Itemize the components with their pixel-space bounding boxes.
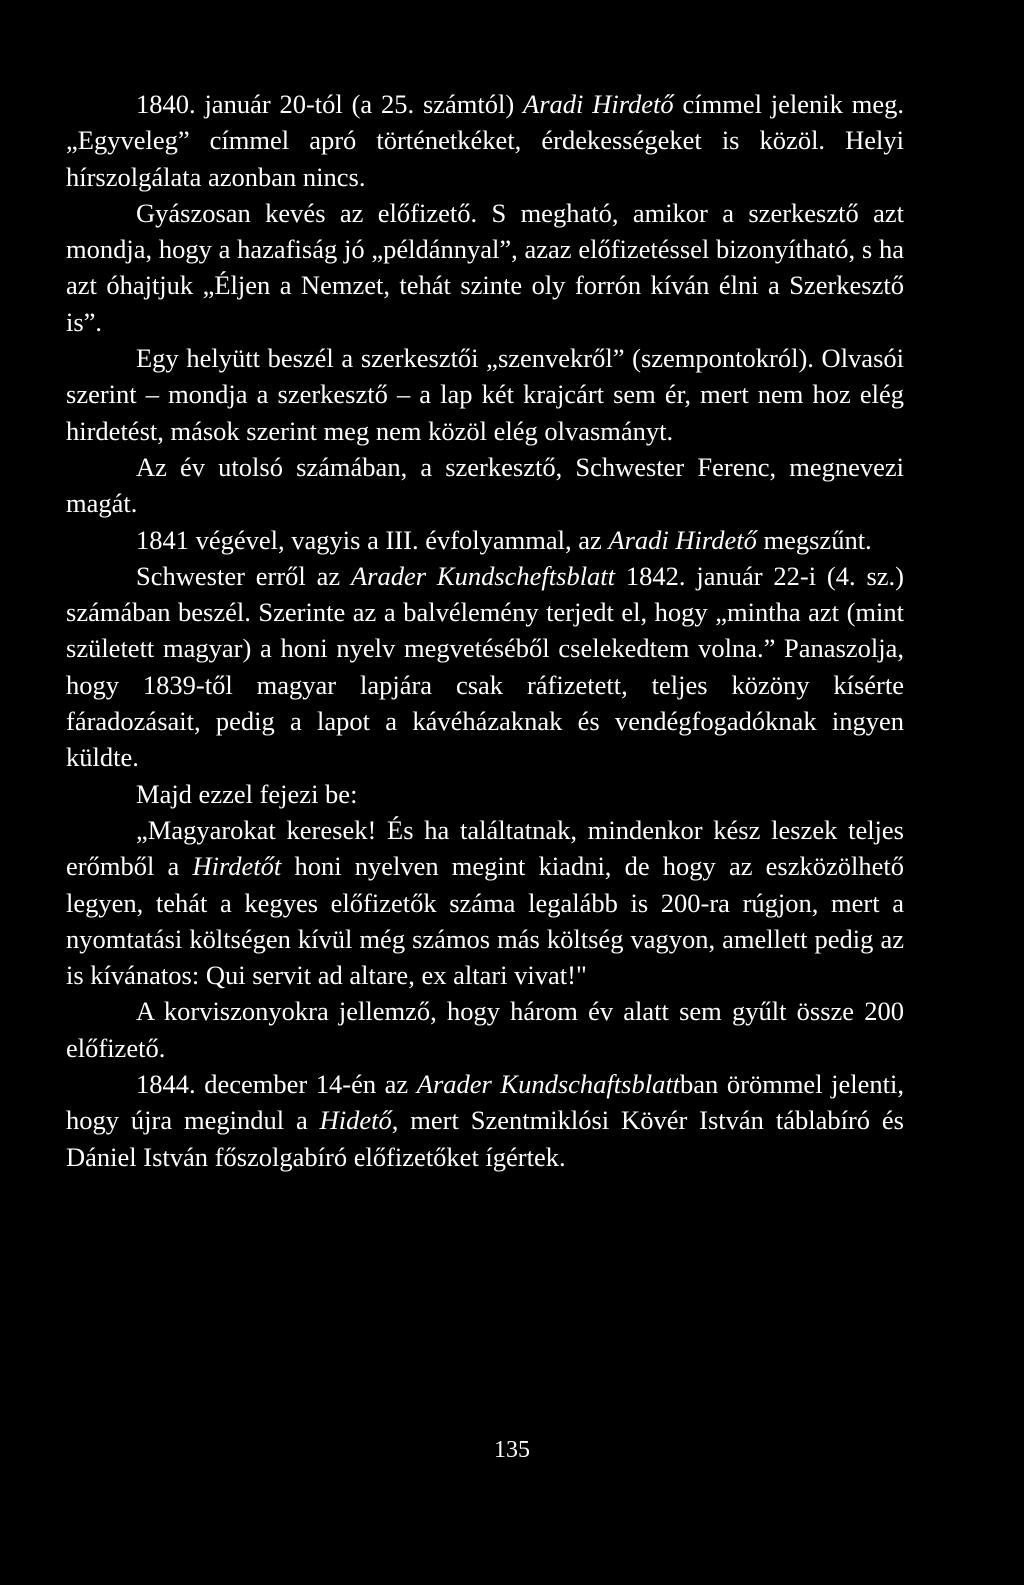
paragraph: 1840. január 20-tól (a 25. számtól) Aradi Hirdető címmel jelenik meg. „Egyveleg” címmel apró történetkéket, érdekességeket is közöl. Helyi hírszolgálata azonban nincs.	[66, 89, 904, 192]
paragraph: Az év utolsó számában, a szerkesztő, Schwester Ferenc, megnevezi magát.	[66, 451, 904, 519]
paragraph: 1841 végével, vagyis a III. évfolyammal, az Aradi Hirdető megszűnt.	[136, 524, 872, 555]
paragraph: Gyászosan kevés az előfizető. S megható, amikor a szerkesztő azt mondja, hogy a hazafiság jó „példánnyal”, azaz előfizetéssel bizonyítható, s ha azt óhajtjuk „Éljen a Nemzet, tehát szinte oly forrón kíván élni a Szerkesztő is”.	[66, 197, 904, 337]
paragraph: 1844. december 14-én az Arader Kundschaftsblattban örömmel jelenti, hogy újra megindul a Hidető, mert Szentmiklósi Kövér István táblabíró és Dániel István főszolgabíró előfizetőket ígértek.	[66, 1069, 904, 1172]
body-text	[66, 86, 904, 1175]
paragraph: Schwester erről az Arader Kundscheftsblatt 1842. január 22-i (4. sz.) számában beszél. Szerinte az a balvélemény terjedt el, hogy „mintha azt (mint született magyar) a honi nyelv megvetéséből cselekedtem volna.” Panaszolja, hogy 1839-től magyar lapjára csak ráfizetett, teljes közöny kísérte fáradozásait, pedig a lapot a kávéházaknak és vendégfogadóknak ingyen küldte.	[66, 560, 904, 773]
page-number: 135	[494, 1437, 530, 1463]
quoted-paragraph: „Magyarokat keresek! És ha találtatnak, mindenkor kész leszek teljes erőmből a Hirdetőt honi nyelven megint kiadni, de hogy az eszközölhető legyen, tehát a kegyes előfizetők száma legalább is 200-ra rúgjon, mert a nyomtatási költségen kívül még számos más költség vagyon, amellett pedig az is kívánatos: Qui servit ad altare, ex altari vivat!"	[66, 814, 904, 991]
paragraph: Majd ezzel fejezi be:	[136, 778, 358, 809]
paragraph: Egy helyütt beszél a szerkesztői „szenvekről” (szempontokról). Olvasói szerint – mondja a szerkesztő – a lap két krajcárt sem ér, mert nem hoz elég hirdetést, mások szerint meg nem közöl elég olvasmányt.	[66, 343, 904, 446]
paragraph: A korviszonyokra jellemző, hogy három év alatt sem gyűlt össze 200 előfizető.	[66, 996, 904, 1063]
